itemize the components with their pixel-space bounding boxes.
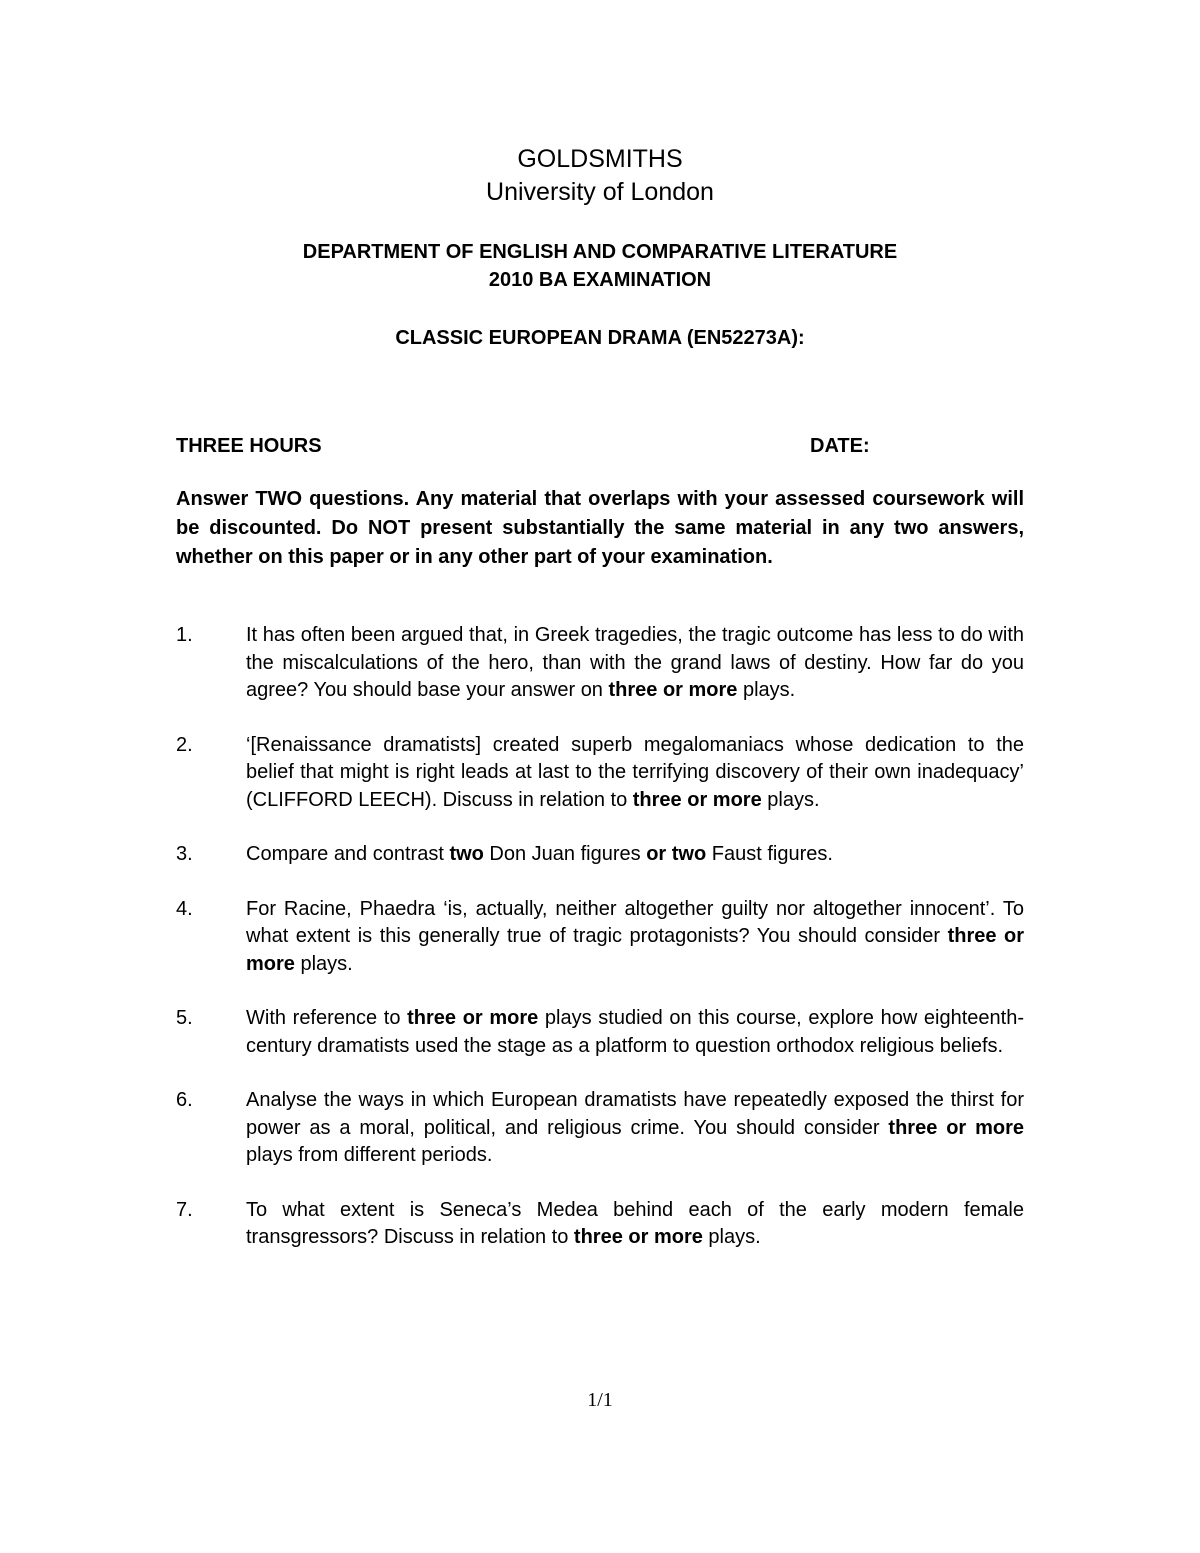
- question-number: 4.: [176, 897, 193, 920]
- question-item: [176, 622, 1024, 705]
- question-text-segment: plays studied on this course, explore how eighteenth-century dramatists used the stage as a platform to question orthodox religious beliefs.: [246, 1007, 1024, 1057]
- question-text-segment: plays from different periods.: [246, 1144, 493, 1166]
- question-emphasis: three or more: [573, 1226, 703, 1248]
- date-label: DATE:: [810, 435, 870, 457]
- question-text: [246, 843, 833, 865]
- question-emphasis: three or more: [407, 1007, 539, 1029]
- question-text: [246, 1199, 1024, 1249]
- department-heading: DEPARTMENT OF ENGLISH AND COMPARATIVE LITERATURE: [302, 241, 898, 263]
- question-number: 2.: [176, 733, 193, 756]
- question-item: [176, 1005, 1024, 1060]
- institution-subtitle: University of London: [486, 178, 714, 206]
- question-text-segment: For Racine, Phaedra ‘is, actually, neither altogether guilty nor altogether innocent’. To what extent is this generally true of tragic protagonists? You should consider: [246, 897, 1024, 947]
- institution-name: GOLDSMITHS: [517, 145, 683, 173]
- question-text-segment: With reference to: [246, 1007, 408, 1029]
- question-text-segment: plays.: [737, 679, 796, 701]
- question-item: [176, 896, 1024, 979]
- question-item: [176, 841, 1024, 869]
- exam-instructions: Answer TWO questions. Any material that overlaps with your assessed coursework will be discounted. Do NOT present substantially the same material in any two answers, whether on this paper or in any other part of your examination.: [176, 488, 1024, 568]
- question-text-segment: Faust figures.: [706, 843, 833, 865]
- question-emphasis: three or more: [888, 1116, 1024, 1139]
- course-title: CLASSIC EUROPEAN DRAMA (EN52273A):: [395, 327, 805, 349]
- question-text-segment: plays.: [761, 788, 820, 811]
- question-emphasis: three or more: [246, 925, 1024, 975]
- question-text-segment: plays.: [294, 952, 353, 975]
- question-number: 1.: [176, 624, 193, 646]
- question-text-segment: Don Juan figures: [483, 843, 647, 865]
- question-emphasis: three or more: [632, 788, 762, 811]
- question-item: [176, 732, 1024, 815]
- question-text-segment: Compare and contrast: [246, 843, 450, 865]
- question-text: [246, 624, 1024, 701]
- question-emphasis: three or more: [608, 679, 738, 701]
- question-list: [176, 622, 1024, 1279]
- question-number: 5.: [176, 1007, 193, 1029]
- question-emphasis: or two: [646, 843, 707, 865]
- question-text-segment: To what extent is Seneca’s Medea behind each of the early modern female transgressors? Discuss in relation to: [246, 1198, 1024, 1248]
- question-text-segment: ‘[Renaissance dramatists] created superb megalomaniacs whose dedication to the belief that might is right leads at last to the terrifying discovery of their own inadequacy’ (CLIFFORD LEECH). Discuss in relation to: [246, 733, 1024, 811]
- question-item: [176, 1197, 1024, 1252]
- question-number: 6.: [176, 1089, 193, 1111]
- question-text-segment: Analyse the ways in which European dramatists have repeatedly exposed the thirst for power as a moral, political, and religious crime. You should consider: [246, 1089, 1024, 1139]
- exam-duration: THREE HOURS: [176, 435, 322, 457]
- question-text-segment: plays.: [702, 1226, 761, 1248]
- question-number: 3.: [176, 843, 193, 865]
- question-text: [246, 1089, 1024, 1166]
- question-text: [246, 1007, 1024, 1057]
- question-emphasis: two: [449, 843, 484, 865]
- question-item: [176, 1087, 1024, 1170]
- page-number: 1/1: [587, 1389, 613, 1411]
- question-text: [246, 898, 1024, 975]
- question-text-segment: It has often been argued that, in Greek tragedies, the tragic outcome has less to do with the miscalculations of the hero, than with the grand laws of destiny. How far do you agree? You should base your answer on: [246, 624, 1024, 701]
- exam-heading: 2010 BA EXAMINATION: [488, 269, 712, 291]
- question-text: [246, 734, 1024, 811]
- question-number: 7.: [176, 1198, 193, 1221]
